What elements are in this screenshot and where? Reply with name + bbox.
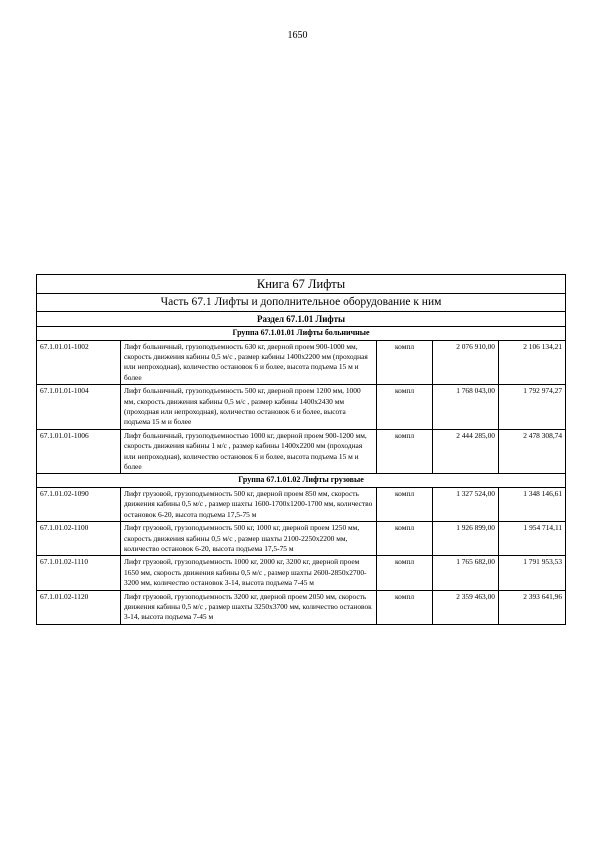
- item-code: 67.1.01.02-1120: [37, 590, 121, 624]
- item-code: 67.1.01.02-1090: [37, 487, 121, 521]
- book-title: Книга 67 Лифты: [37, 275, 566, 294]
- item-price-2: 1 792 974,27: [499, 385, 566, 430]
- item-code: 67.1.01.01-1002: [37, 340, 121, 385]
- table-row: [37, 385, 566, 430]
- group-title: Группа 67.1.01.01 Лифты больничные: [37, 327, 566, 341]
- item-price-2: 2 393 641,96: [499, 590, 566, 624]
- item-code: 67.1.01.01-1004: [37, 385, 121, 430]
- part-header-row: [37, 294, 566, 312]
- item-price-1: 1 765 682,00: [433, 556, 499, 590]
- item-code: 67.1.01.02-1110: [37, 556, 121, 590]
- item-unit: компл: [377, 429, 433, 474]
- item-name: Лифт больничный, грузоподъемность 500 кг, дверной проем 1200 мм, 1000 мм, скорость движения кабины 0,5 м/с , размер кабины 1400x2430 мм (проходная или непроходная), количество остановок 6 и более, высота подъема 15 м и более: [121, 385, 377, 430]
- item-price-2: 2 106 134,21: [499, 340, 566, 385]
- item-price-1: 2 444 285,00: [433, 429, 499, 474]
- item-name: Лифт грузовой, грузоподъемность 1000 кг, 2000 кг, 3200 кг, дверной проем 1650 мм, скорость движения кабины 0,5 м/с , размер шахты 2600-2850x2700-3200 мм, количество остановок 3-14, высота подъема 7-45 м: [121, 556, 377, 590]
- item-unit: компл: [377, 340, 433, 385]
- item-name: Лифт грузовой, грузоподъемность 3200 кг, дверной проем 2050 мм, скорость движения кабины 0,5 м/с , размер шахты 3250x3700 мм, количество остановок 3-14, высота подъема 7-45 м: [121, 590, 377, 624]
- page-number: 1650: [287, 30, 308, 41]
- group-header-row: [37, 327, 566, 341]
- item-code: 67.1.01.02-1100: [37, 522, 121, 556]
- item-name: Лифт грузовой, грузоподъемность 500 кг, дверной проем 850 мм, скорость движения кабины 0,5 м/с , размер шахты 1600-1700x1200-1700 мм, количество остановок 6-20, высота подъема 17,5-75 м: [121, 487, 377, 521]
- item-name: Лифт больничный, грузоподъемность 630 кг, дверной проем 900-1000 мм, скорость движения кабины 0,5 м/с , размер кабины 1400x2200 мм (проходная или непроходная), количество остановок 6 и более, высота подъема 15 м и более: [121, 340, 377, 385]
- table-row: [37, 340, 566, 385]
- item-name: Лифт больничный, грузоподъемностью 1000 кг, дверной проем 900-1200 мм, скорость движения кабины 1 м/с , размер кабины 1400x2200 мм (проходная или непроходная), количество остановок 6 и более, высота подъема 15 м и более: [121, 429, 377, 474]
- table-row: [37, 522, 566, 556]
- item-unit: компл: [377, 522, 433, 556]
- table-row: [37, 590, 566, 624]
- book-header-row: [37, 275, 566, 294]
- item-price-1: 1 926 899,00: [433, 522, 499, 556]
- group-title: Группа 67.1.01.02 Лифты грузовые: [37, 474, 566, 488]
- price-table: [36, 274, 566, 625]
- item-price-2: 1 348 146,61: [499, 487, 566, 521]
- item-name: Лифт грузовой, грузоподъемность 500 кг, 1000 кг, дверной проем 1250 мм, скорость движения кабины 0,5 м/с , размер шахты 2100-2250x2200 мм, количество остановок 6-20, высота подъема 17,5-75 м: [121, 522, 377, 556]
- table-row: [37, 487, 566, 521]
- table-row: [37, 429, 566, 474]
- section-header-row: [37, 312, 566, 327]
- table-row: [37, 556, 566, 590]
- item-unit: компл: [377, 487, 433, 521]
- item-unit: компл: [377, 385, 433, 430]
- item-price-2: 1 954 714,11: [499, 522, 566, 556]
- item-price-2: 1 791 953,53: [499, 556, 566, 590]
- item-price-1: 2 076 910,00: [433, 340, 499, 385]
- item-unit: компл: [377, 556, 433, 590]
- item-price-2: 2 478 308,74: [499, 429, 566, 474]
- group-header-row: [37, 474, 566, 488]
- section-title: Раздел 67.1.01 Лифты: [37, 312, 566, 327]
- item-unit: компл: [377, 590, 433, 624]
- item-price-1: 2 359 463,00: [433, 590, 499, 624]
- item-price-1: 1 327 524,00: [433, 487, 499, 521]
- item-price-1: 1 768 043,00: [433, 385, 499, 430]
- item-code: 67.1.01.01-1006: [37, 429, 121, 474]
- part-title: Часть 67.1 Лифты и дополнительное оборудование к ним: [37, 294, 566, 312]
